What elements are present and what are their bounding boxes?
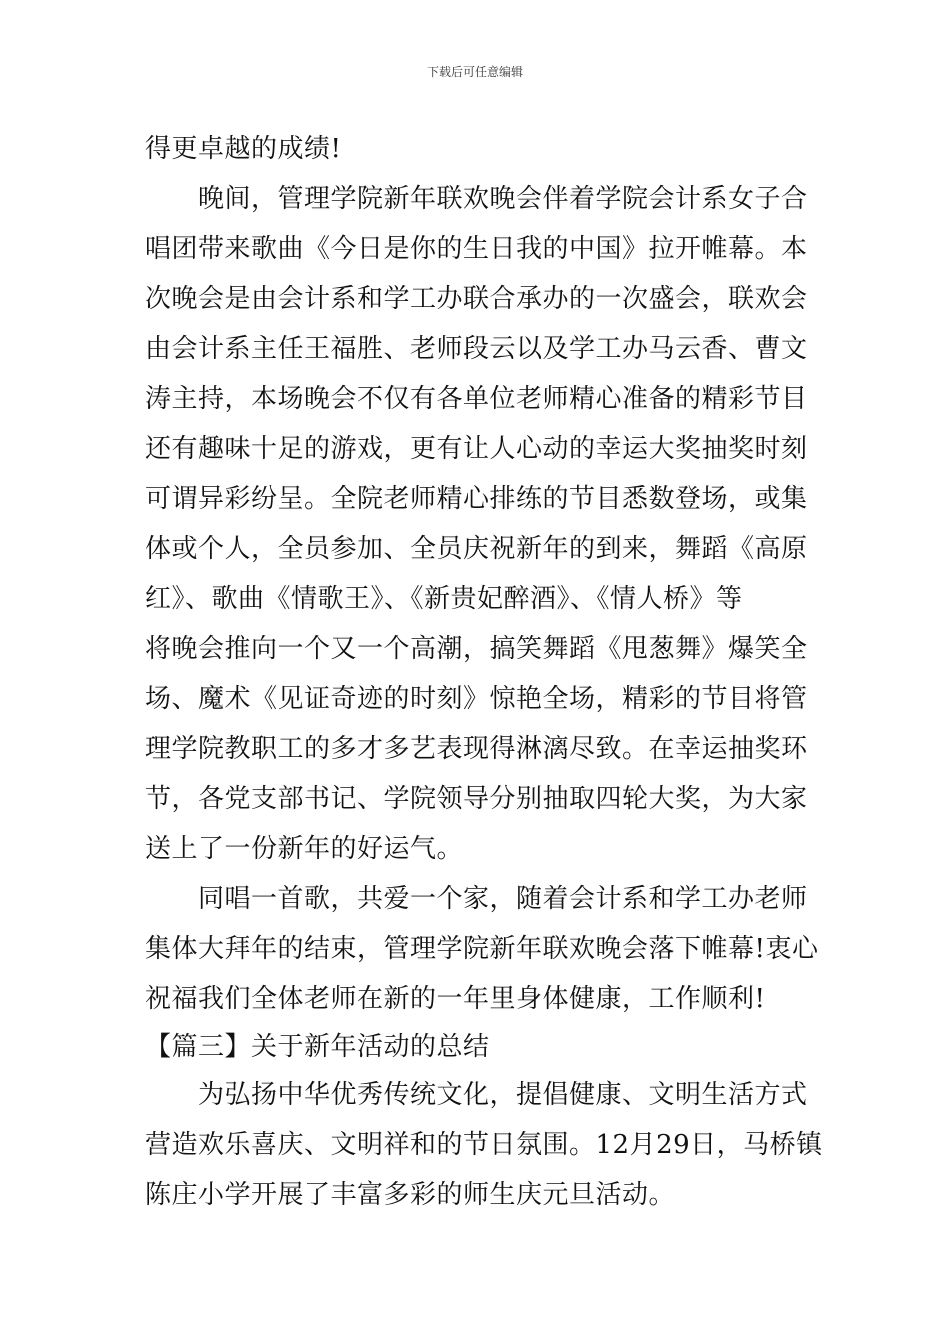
text-line: 节，各党支部书记、学院领导分别抽取四轮大奖，为大家 xyxy=(145,784,808,814)
text-line: 体或个人，全员参加、全员庆祝新年的到来，舞蹈《高原 xyxy=(145,534,808,564)
paragraph-start-line: 晚间，管理学院新年联欢晚会伴着学院会计系女子合 xyxy=(198,184,808,214)
text-line: 营造欢乐喜庆、文明祥和的节日氛围。12月29日，马桥镇 xyxy=(145,1130,823,1160)
paragraph-start-line: 为弘扬中华优秀传统文化，提倡健康、文明生活方式 xyxy=(198,1080,808,1110)
text-line: 祝福我们全体老师在新的一年里身体健康，工作顺利! xyxy=(145,984,766,1014)
text-line: 由会计系主任王福胜、老师段云以及学工办马云香、曹文 xyxy=(145,334,808,364)
text-line: 理学院教职工的多才多艺表现得淋漓尽致。在幸运抽奖环 xyxy=(145,734,808,764)
text-line: 将晚会推向一个又一个高潮，搞笑舞蹈《甩葱舞》爆笑全 xyxy=(145,634,808,664)
text-line: 陈庄小学开展了丰富多彩的师生庆元旦活动。 xyxy=(145,1180,676,1210)
text-line: 红》、歌曲《情歌王》、《新贵妃醉酒》、《情人桥》等 xyxy=(145,584,743,614)
text-line: 得更卓越的成绩! xyxy=(145,134,342,164)
paragraph-start-line: 同唱一首歌，共爱一个家，随着会计系和学工办老师 xyxy=(198,884,808,914)
text-line: 集体大拜年的结束，管理学院新年联欢晚会落下帷幕!衷心 xyxy=(145,934,819,964)
text-line: 场、魔术《见证奇迹的时刻》惊艳全场，精彩的节目将管 xyxy=(145,684,808,714)
text-line: 可谓异彩纷呈。全院老师精心排练的节目悉数登场，或集 xyxy=(145,484,808,514)
text-line: 送上了一份新年的好运气。 xyxy=(145,834,464,864)
text-line: 涛主持，本场晚会不仅有各单位老师精心准备的精彩节目 xyxy=(145,384,808,414)
section-heading: 【篇三】关于新年活动的总结 xyxy=(145,1032,490,1062)
document-body xyxy=(145,124,823,1220)
page-header: 下载后可任意编辑 xyxy=(426,65,523,79)
text-line: 唱团带来歌曲《今日是你的生日我的中国》拉开帷幕。本 xyxy=(145,234,808,264)
text-line: 还有趣味十足的游戏，更有让人心动的幸运大奖抽奖时刻 xyxy=(145,434,808,464)
text-line: 次晚会是由会计系和学工办联合承办的一次盛会，联欢会 xyxy=(145,284,808,314)
